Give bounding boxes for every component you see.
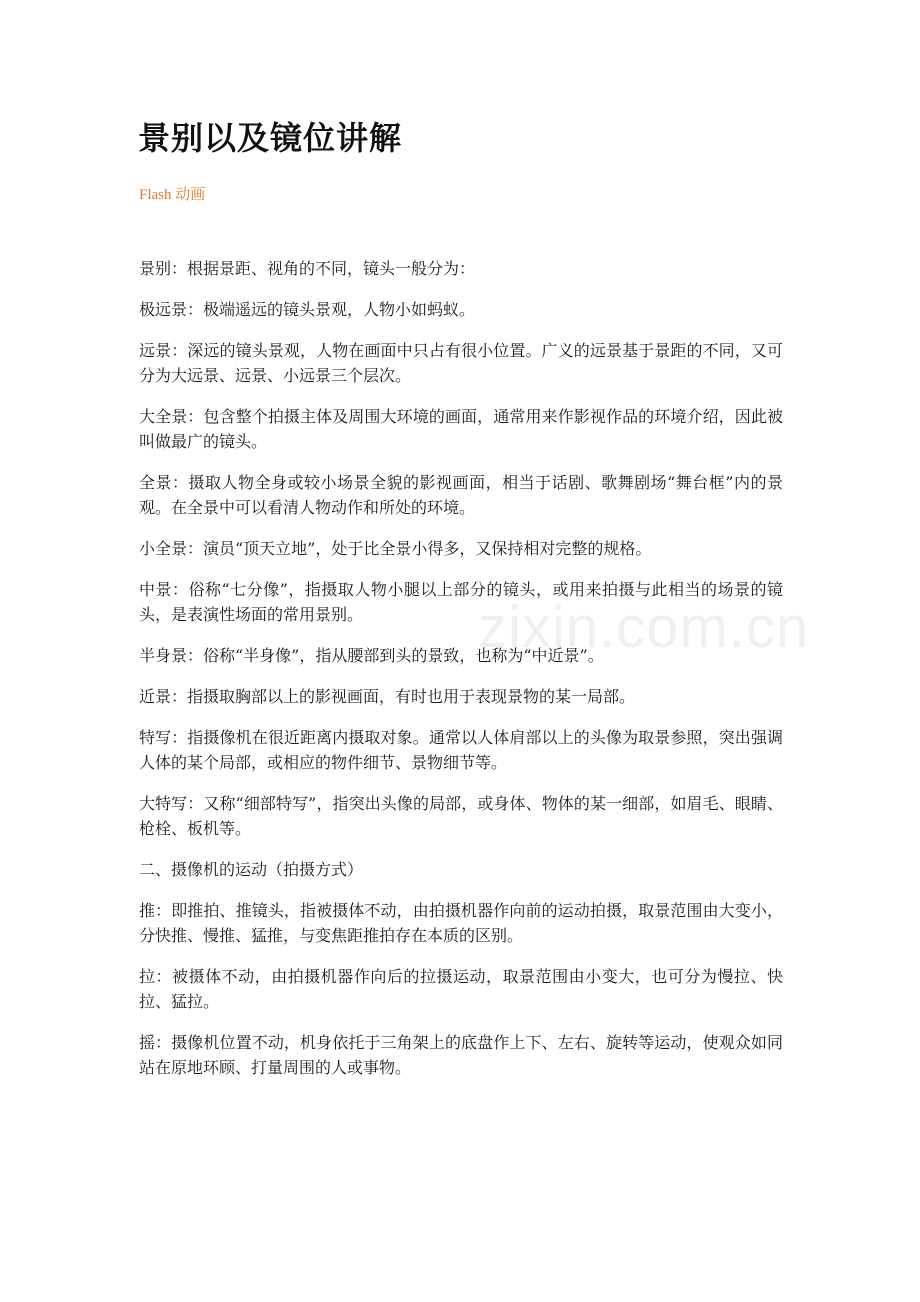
paragraph-push: 推：即推拍、推镜头，指被摄体不动，由拍摄机器作向前的运动拍摄，取景范围由大变小，分快推、慢推、猛推，与变焦距推拍存在本质的区别。 [139,901,783,945]
paragraph-long-shot: 远景：深远的镜头景观，人物在画面中只占有很小位置。广义的远景基于景距的不同，又可分为大远景、远景、小远景三个层次。 [139,341,783,385]
section-heading-camera-movement: 二、摄像机的运动（拍摄方式） [139,860,364,879]
paragraph-wide-full-shot: 大全景：包含整个拍摄主体及周围大环境的画面，通常用来作影视作品的环境介绍，因此被叫做最广的镜头。 [139,407,783,451]
paragraph-small-full-shot: 小全景：演员“顶天立地”，处于比全景小得多，又保持相对完整的规格。 [139,539,652,558]
paragraph-close-shot: 近景：指摄取胸部以上的影视画面，有时也用于表现景物的某一局部。 [139,687,636,706]
paragraph-extreme-long-shot: 极远景：极端遥远的镜头景观，人物小如蚂蚁。 [139,300,476,319]
page-title: 景别以及镜位讲解 [138,119,403,157]
paragraph-full-shot: 全景：摄取人物全身或较小场景全貌的影视画面，相当于话剧、歌舞剧场“舞台框”内的景观。在全景中可以看清人物动作和所处的环境。 [139,473,783,517]
paragraph-medium-shot: 中景：俗称“七分像”，指摄取人物小腿以上部分的镜头，或用来拍摄与此相当的场景的镜头，是表演性场面的常用景别。 [139,580,783,624]
paragraph-half-body-shot: 半身景：俗称“半身像”，指从腰部到头的景致，也称为“中近景”。 [139,646,604,665]
paragraph-close-up: 特写：指摄像机在很近距离内摄取对象。通常以人体肩部以上的头像为取景参照，突出强调人体的某个局部，或相应的物件细节、景物细节等。 [139,728,783,772]
paragraph-pan: 摇：摄像机位置不动，机身依托于三角架上的底盘作上下、左右、旋转等运动，使观众如同站在原地环顾、打量周围的人或事物。 [139,1033,783,1077]
category-link[interactable]: Flash 动画 [139,187,206,203]
paragraph-extreme-close-up: 大特写：又称“细部特写”，指突出头像的局部，或身体、物体的某一细部，如眉毛、眼睛、枪栓、板机等。 [139,794,783,838]
article-body [139,256,783,1096]
paragraph-shot-size-intro: 景别：根据景距、视角的不同，镜头一般分为： [139,259,476,278]
watermark: zixin.com.cn [478,595,810,660]
paragraph-pull: 拉：被摄体不动，由拍摄机器作向后的拉摄运动，取景范围由小变大，也可分为慢拉、快拉、猛拉。 [139,967,783,1011]
